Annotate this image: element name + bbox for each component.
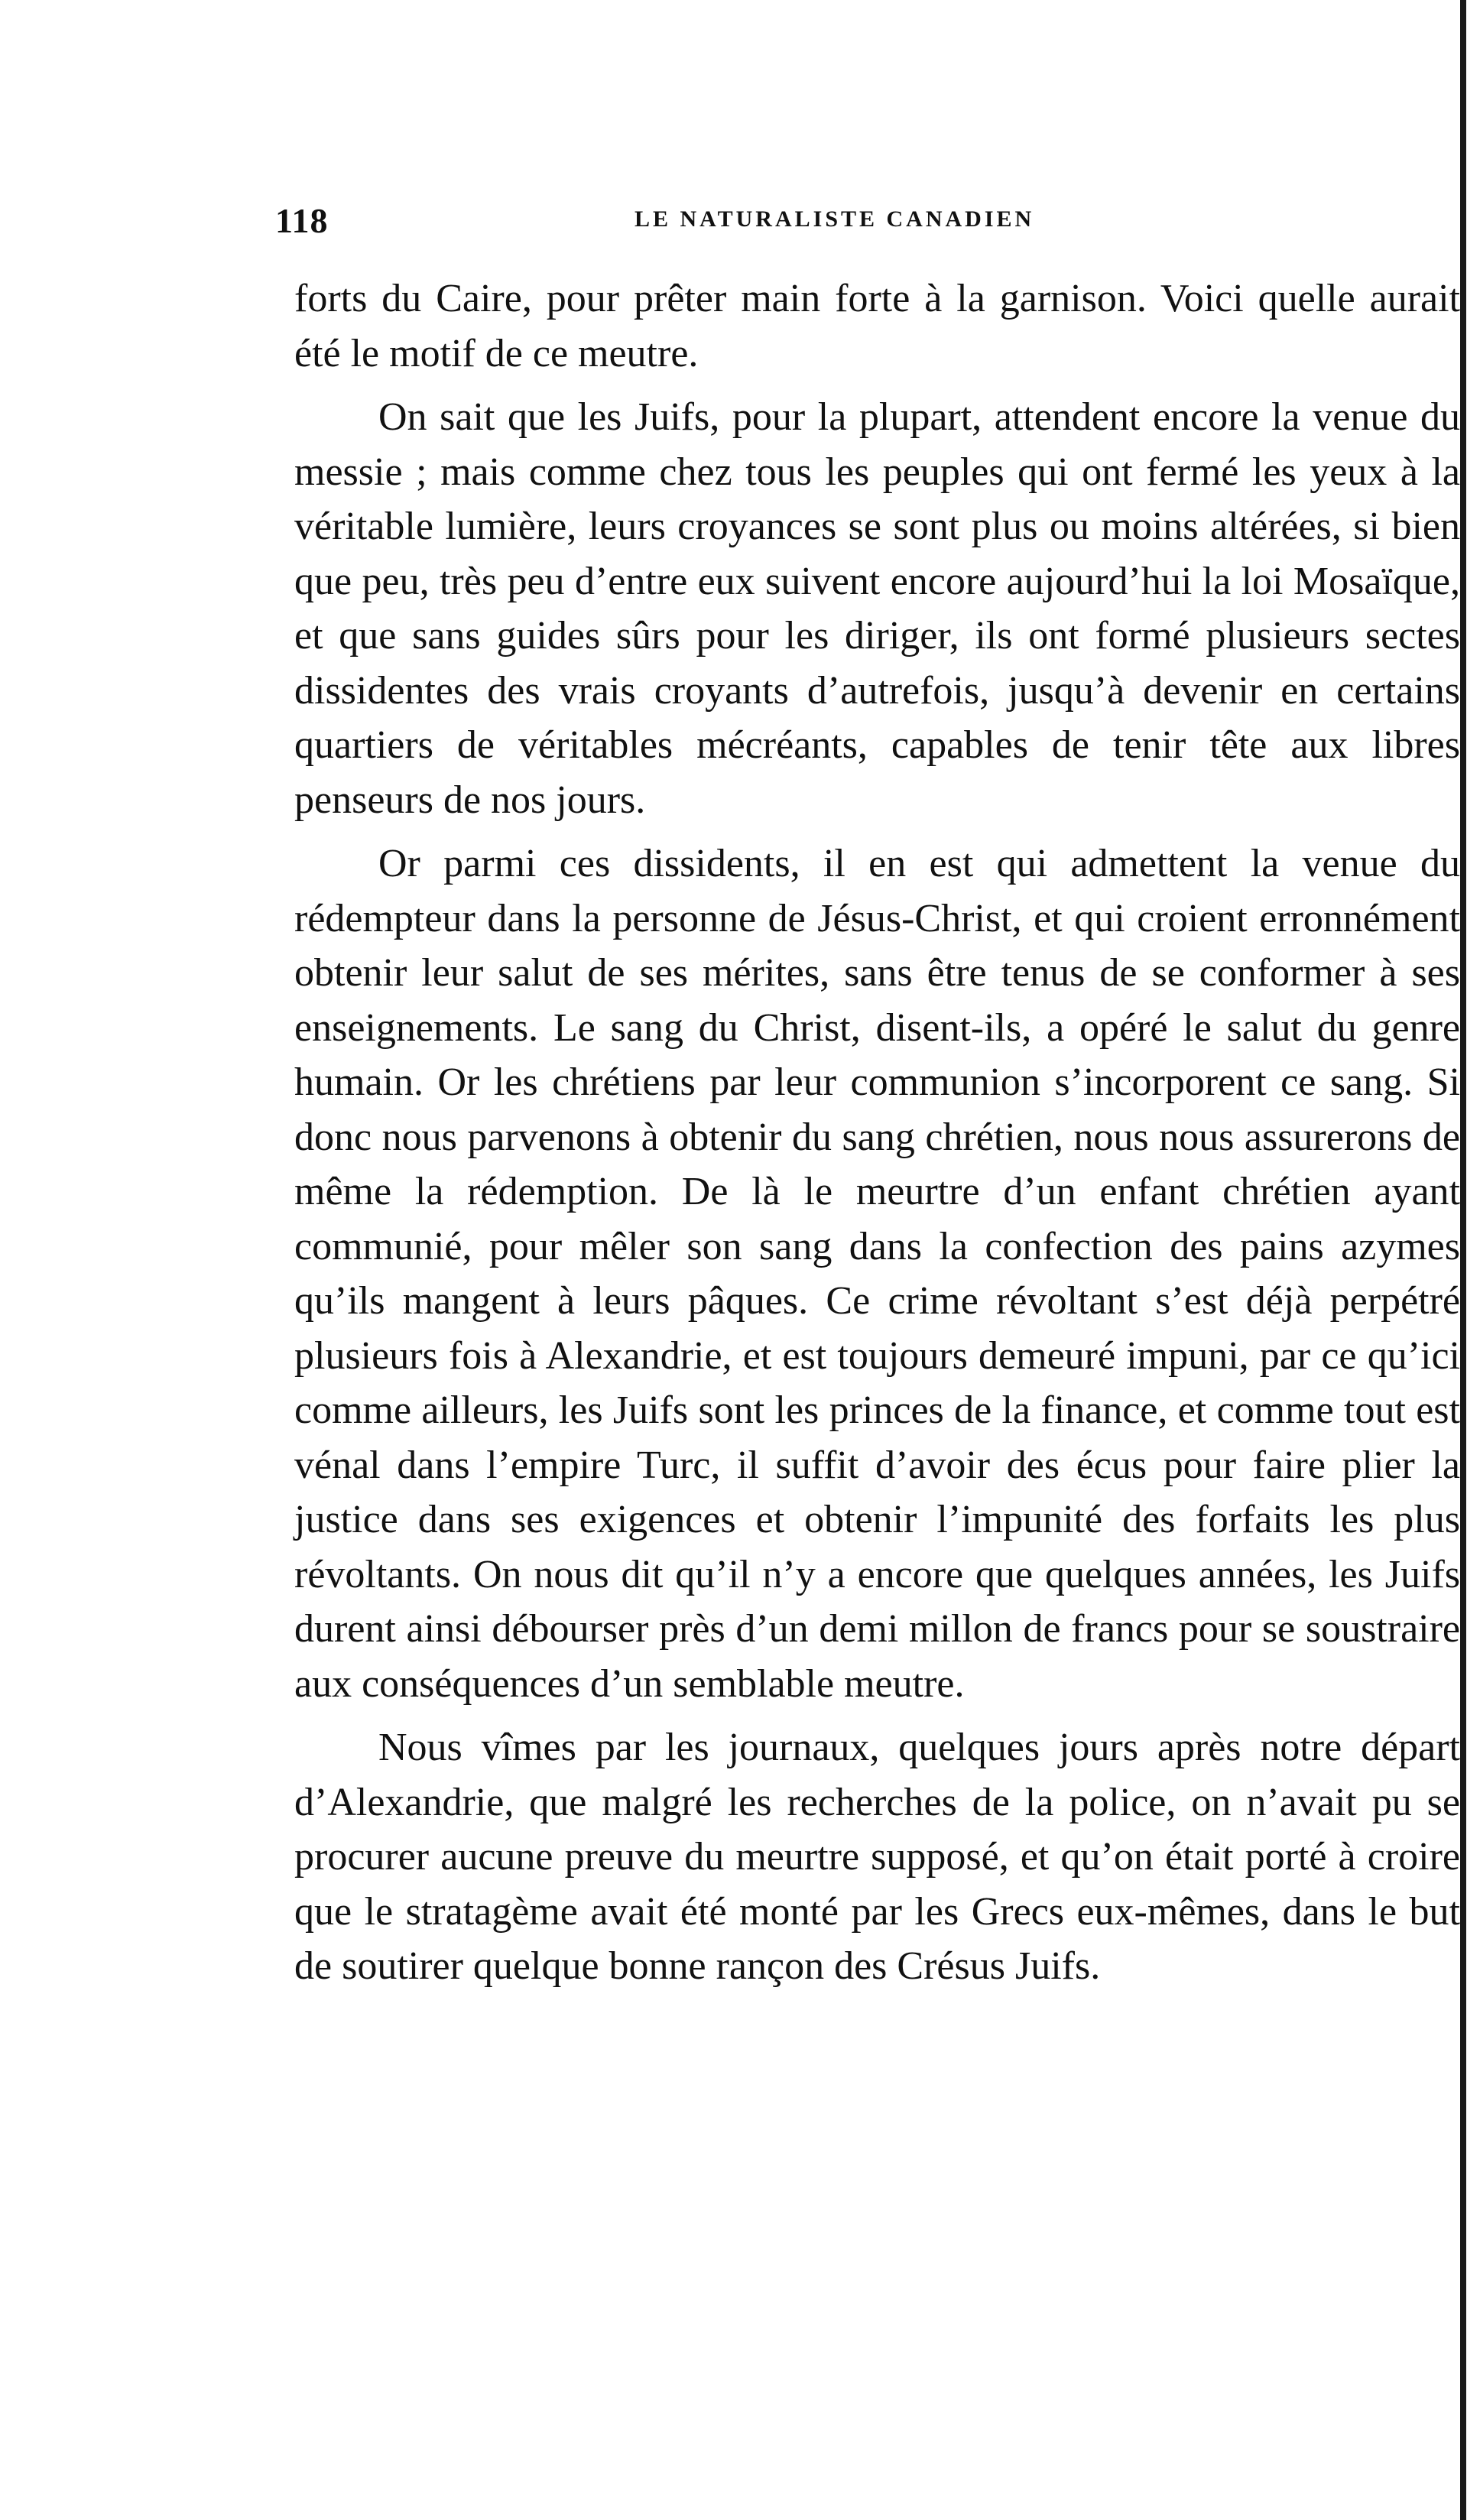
page-header [275, 200, 1407, 246]
paragraph-3: Or parmi ces dissidents, il en est qui admettent la venue du rédempteur dans la personne de Jésus-Christ, et qui croient erronnément obtenir leur salut de ses mérites, sans être tenus de se conformer à ses enseignements. Le sang du Christ, disent-ils, a opéré le salut du genre humain. Or les chrétiens par leur communion s’incorporent ce sang. Si donc nous parvenons à obtenir du sang chrétien, nous nous assurerons de même la rédemption. De là le meurtre d’un enfant chrétien ayant communié, pour mêler son sang dans la confection des pains azymes qu’ils mangent à leurs pâques. Ce crime révoltant s’est déjà perpétré plusieurs fois à Alexandrie, et est toujours demeuré impuni, par ce qu’ici comme ailleurs, les Juifs sont les princes de la finance, et comme tout est vénal dans l’empire Turc, il suffit d’avoir des écus pour faire plier la justice dans ses exigences et obtenir l’impunité des forfaits les plus révoltants. On nous dit qu’il n’y a encore que quelques années, les Juifs durent ainsi débourser près d’un demi millon de francs pour se soustraire aux conséquences d’un semblable meutre. [294, 842, 1460, 1706]
paragraph-2: On sait que les Juifs, pour la plupart, attendent encore la venue du messie ; mais comme chez tous les peuples qui ont fermé les yeux à la véritable lumière, leurs croyances se sont plus ou moins altérées, si bien que peu, très peu d’entre eux suivent encore aujourd’hui la loi Mosaïque, et que sans guides sûrs pour les diriger, ils ont formé plusieurs sectes dissidentes des vrais croyants d’autrefois, jusqu’à devenir en certains quartiers de véritables mécréants, capables de tenir tête aux libres penseurs de nos jours. [294, 395, 1460, 822]
paragraph-1: forts du Caire, pour prêter main forte à la garnison. Voici quelle aurait été le motif de ce meutre. [294, 277, 1460, 375]
running-title: LE NATURALISTE CANADIEN [635, 206, 1035, 232]
paragraph-4: Nous vîmes par les journaux, quelques jours après notre départ d’Alexandrie, que malgré les recherches de la police, on n’avait pu se procurer aucune preuve du meurtre supposé, et qu’on était porté à croire que le stratagème avait été monté par les Grecs eux-mêmes, dans le but de soutirer quelque bonne rançon des Crésus Juifs. [294, 1726, 1460, 1988]
page-number: 118 [275, 201, 329, 240]
page-edge-border [1460, 0, 1466, 2520]
body-text [294, 271, 1460, 1994]
